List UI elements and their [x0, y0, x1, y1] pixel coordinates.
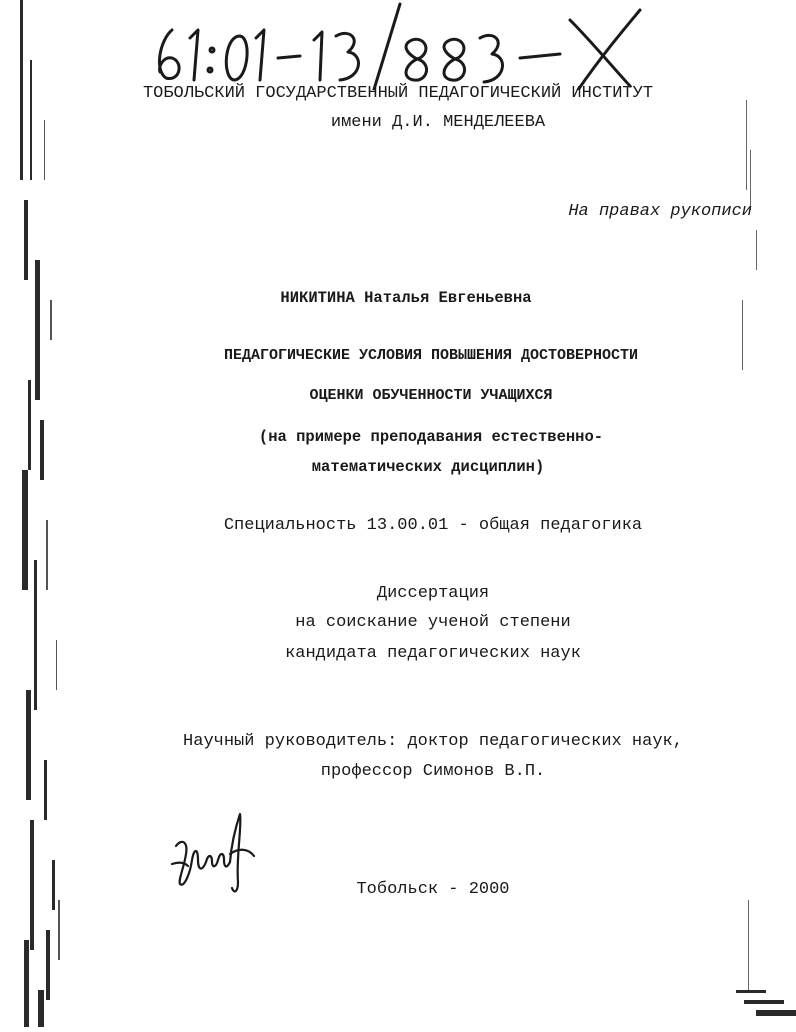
dissertation-subtitle-line-2: математических дисциплин) — [311, 458, 545, 476]
dissertation-title-line-1: ПЕДАГОГИЧЕСКИЕ УСЛОВИЯ ПОВЫШЕНИЯ ДОСТОВЕРНОСТИ — [223, 347, 639, 364]
degree-name: кандидата педагогических наук — [285, 644, 581, 663]
institution-named-after: имени Д.И. МЕНДЕЛЕЕВА — [330, 113, 546, 132]
registration-number-drawing — [150, 0, 650, 90]
author-name: НИКИТИНА Наталья Евгеньевна — [280, 289, 532, 307]
supervisor-line-2: профессор Симонов В.П. — [320, 762, 546, 781]
manuscript-rights-note: На правах рукописи — [568, 202, 752, 221]
scan-noise-left — [0, 0, 70, 1027]
scan-noise-right — [736, 0, 796, 1027]
city-and-year: Тобольск - 2000 — [356, 880, 510, 899]
registration-number-handwritten — [150, 0, 650, 90]
dissertation-label: Диссертация — [376, 584, 490, 603]
institution-name: ТОБОЛЬСКИЙ ГОСУДАРСТВЕННЫЙ ПЕДАГОГИЧЕСКИЙ ИНСТИТУТ — [142, 84, 654, 103]
degree-purpose: на соискание ученой степени — [295, 613, 571, 632]
dissertation-subtitle-line-1: (на примере преподавания естественно- — [258, 428, 604, 446]
dissertation-title-line-2: ОЦЕНКИ ОБУЧЕННОСТИ УЧАЩИХСЯ — [309, 387, 553, 404]
supervisor-line-1: Научный руководитель: доктор педагогических наук, — [183, 732, 683, 751]
specialty: Специальность 13.00.01 - общая педагогика — [223, 516, 643, 535]
